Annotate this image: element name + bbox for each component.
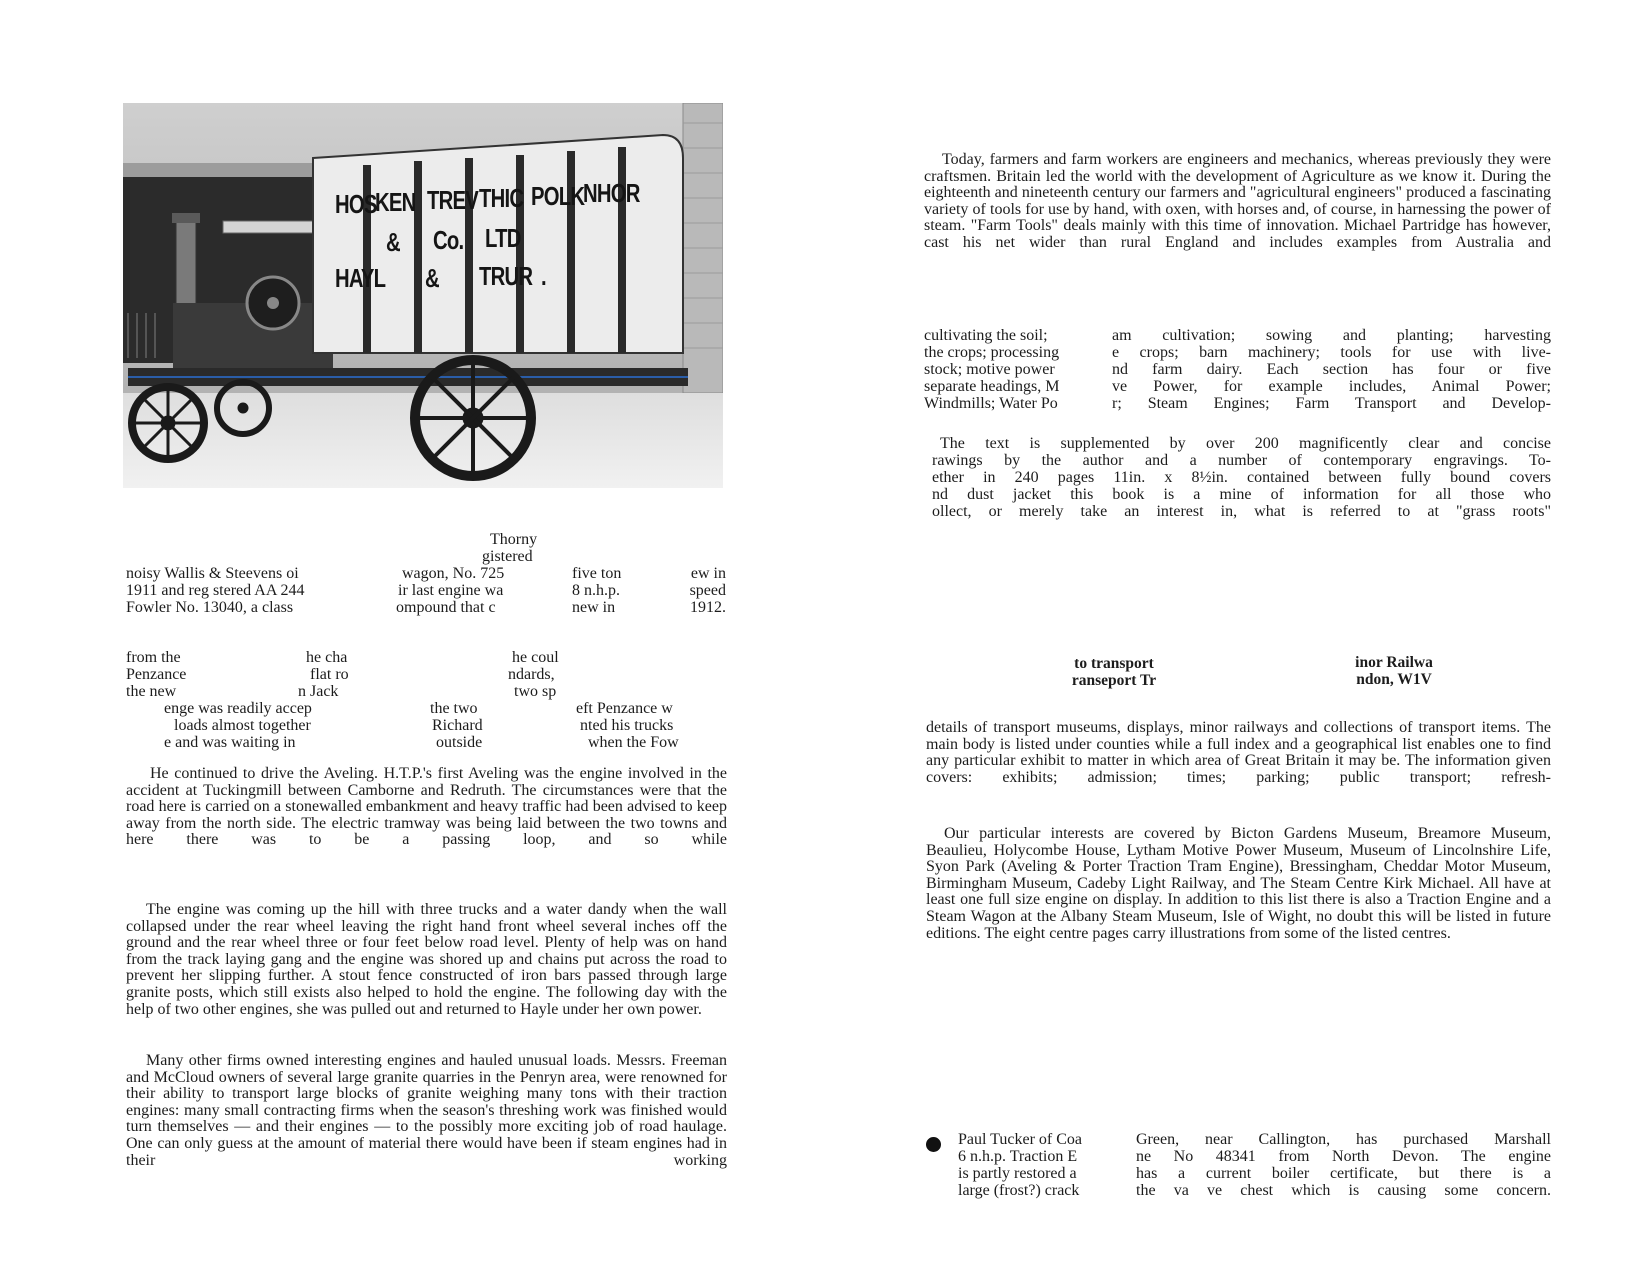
van-lettering-9: LTD	[485, 223, 521, 253]
tucker-line: has a current boiler certificate, but there is a	[1136, 1165, 1551, 1182]
van-lettering-13: .	[541, 261, 546, 291]
sections-line: r; Steam Engines; Farm Transport and Develop-	[1112, 395, 1551, 412]
paragraph-farmers: Today, farmers and farm workers are engineers and mechanics, whereas previously they were craftsmen. Britain led the world with the development of Agriculture as we know it. During the eighteenth and nineteenth century our farmers and "agricultural engineers" produced a fascinating variety of tools for use by hand, with oxen, with horses and, of course, in harnessing the power of steam. "Farm Tools" deals mainly with this time of innovation. Michael Partridge has however, cast his net wider than rural England and includes examples from Australia and	[924, 151, 1551, 251]
supplement-line: ether in 240 pages 11in. x 8½in. contained between fully bound covers	[932, 469, 1551, 486]
van-lettering-12: TRUR	[479, 261, 533, 291]
heading-line: ransеport Tr	[1071, 672, 1157, 689]
caption-fragment: 8 n.h.p.	[572, 582, 620, 599]
steam-wagon-photo	[123, 103, 723, 488]
van-lettering-3: TREV	[427, 185, 478, 215]
bullet-icon	[926, 1137, 941, 1152]
fragment-text: outside	[436, 734, 483, 751]
fragment-text: two sp	[514, 683, 557, 700]
van-lettering-10: HAYL	[335, 263, 386, 293]
caption-fragment: Fowler No. 13040, a class	[126, 599, 294, 616]
caption-fragment: noisy Wallis & Steevens oi	[126, 565, 299, 582]
sections-line: stock; motive power	[924, 361, 1055, 378]
caption-fragment: wagon, No. 725	[402, 565, 505, 582]
paragraph-transport-details: details of transport museums, displays, minor railways and collections of transport items. The main body is listed under counties while a full index and a geographical list enables one to find any particular exhibit to matter in which area of Great Britain it may be. The information given covers: exhibits; admission; times; parking; public transport; refresh-	[926, 719, 1551, 786]
paragraph-many-firms: Many other firms owned interesting engines and hauled unusual loads. Messrs. Freeman and McCloud owners of several large granite quarries in the Penryn area, were renowned for their ability to transport large blocks of granite weighing many tons with their traction engines: many small contracting firms when the season's threshing work was finished would turn themselves — and their engines — to the possibly more exciting job of road haulage. One can only guess at the amount of material there would have been if steam engines had in their working	[126, 1052, 727, 1169]
fragment-text: from the	[126, 649, 181, 666]
tucker-line: 6 n.h.p. Traction E	[958, 1148, 1078, 1165]
van-lettering-4: THIC	[479, 183, 524, 213]
caption-fragment: five ton	[572, 565, 622, 582]
van-lettering-2: KEN	[375, 187, 416, 217]
van-lettering-6: NHOR	[583, 178, 640, 208]
tucker-line: large (frost?) crack	[958, 1182, 1080, 1199]
paragraph-particular-interests: Our particular interests are covered by Bicton Gardens Museum, Breamore Museum, Beaulieu, Holycombe House, Lytham Motive Power Museum, Museum of Lincolnshire Life, Syon Park (Aveling & Porter Traction Tram Engine), Bressingham, Cheddar Motor Museum, Birmingham Museum, Cadeby Light Railway, and The Steam Centre Kirk Michael. All have at least one full size engine on display. In addition to this list there is also a Traction Engine and a Steam Wagon at the Albany Steam Museum, Isle of Wight, no doubt this will be listed in future editions. The eight centre pages carry illustrations from some of the listed centres.	[926, 825, 1551, 942]
sections-line: cultivating the soil;	[924, 327, 1048, 344]
supplement-line: nd dust jacket this book is a mine of information for all those who	[932, 486, 1551, 503]
left-page	[0, 0, 824, 1274]
heading-line: inor Railwa	[1355, 654, 1433, 671]
caption-fragment: ir last engine wa	[398, 582, 504, 599]
supplement-line: The text is supplemented by over 200 magnificently clear and concise	[940, 435, 1551, 452]
fragment-text: he cha	[306, 649, 348, 666]
sections-line: Windmills; Water Po	[924, 395, 1058, 412]
fragment-text: he coul	[512, 649, 559, 666]
fragment-text: when the Fow	[588, 734, 679, 751]
fragment-text: flat ro	[310, 666, 349, 683]
fragment-text: the new	[126, 683, 177, 700]
sections-line: am cultivation; sowing and planting; harvesting	[1112, 327, 1551, 344]
heading-line: ndon, W1V	[1356, 671, 1432, 688]
sections-line: ve Power, for example includes, Animal Power;	[1112, 378, 1551, 395]
caption-fragment: 1912.	[690, 599, 726, 616]
paragraph-aveling: He continued to drive the Aveling. H.T.P.'s first Aveling was the engine involved in the accident at Tuckingmill between Camborne and Redruth. The circumstances were that the road here is carried on a stonewalled embankment and heavy traffic had been advised to keep away from the north side. The electric tramway was being laid between the two towns and here there was to be a passing loop, and so while	[126, 765, 727, 849]
caption-fragment: 1911 and reg stered AA 244	[126, 582, 305, 599]
fragment-text: ndards,	[508, 666, 555, 683]
heading-line: to transport	[1074, 655, 1154, 672]
van-lettering-11: &	[425, 263, 439, 293]
fragment-text: the two	[430, 700, 478, 717]
right-page	[824, 0, 1649, 1274]
sections-line: the crops; processing	[924, 344, 1060, 361]
caption-fragment: ompound that c	[396, 599, 496, 616]
paragraph-engine-collapse: The engine was coming up the hill with three trucks and a water dandy when the wall collapsed under the rear wheel leaving the right hand front wheel several inches off the ground and the rear wheel three or four feet below road level. Plenty of help was on hand from the track laying gang and the engine was shored up and chains put across the road to prevent her slipping further. A stout fence constructed of iron bars passed through large granite posts, which still exists also helped to hold the engine. The following day with the help of two other engines, she was pulled out and returned to Hayle under her own power.	[126, 901, 727, 1018]
fragment-text: n Jack	[298, 683, 339, 700]
supplement-line: rawings by the author and a number of contemporary engravings. To-	[932, 452, 1551, 469]
tucker-line: Paul Tucker of Coa	[958, 1131, 1082, 1148]
sections-line: separate headings, M	[924, 378, 1060, 395]
caption-fragment: gistered	[482, 548, 533, 565]
caption-fragment: ew in	[690, 565, 726, 582]
tucker-line: Green, near Callington, has purchased Marshall	[1136, 1131, 1551, 1148]
fragment-text: enge was readily accep	[164, 700, 312, 717]
fragment-text: Penzance	[126, 666, 187, 683]
fragment-text: loads almost together	[174, 717, 311, 734]
van-lettering-5: POLK	[531, 181, 585, 211]
fragment-text: eft Penzance w	[576, 700, 673, 717]
van-lettering-1: HOS	[335, 189, 377, 219]
fragment-text: e and was waiting in	[164, 734, 296, 751]
sections-line: e crops; barn machinery; tools for use with live-	[1112, 344, 1551, 361]
fragment-text: nted his trucks	[580, 717, 674, 734]
caption-fragment: Thorny	[490, 531, 538, 548]
sections-line: nd farm dairy. Each section has four or five	[1112, 361, 1551, 378]
van-lettering-8: Co.	[433, 225, 464, 255]
caption-fragment: speed	[689, 582, 726, 599]
tucker-line: ne No 48341 from North Devon. The engine	[1136, 1148, 1551, 1165]
tucker-line: is partly restored a	[958, 1165, 1077, 1182]
supplement-line: ollect, or merely take an interest in, what is referred to at "grass roots"	[932, 503, 1551, 520]
van-lettering-7: &	[386, 227, 400, 257]
steam-wagon-illustration	[123, 103, 723, 488]
fragment-text: Richard	[432, 717, 483, 734]
tucker-line: the va ve chest which is causing some concern.	[1136, 1182, 1551, 1199]
caption-fragment: new in	[572, 599, 616, 616]
